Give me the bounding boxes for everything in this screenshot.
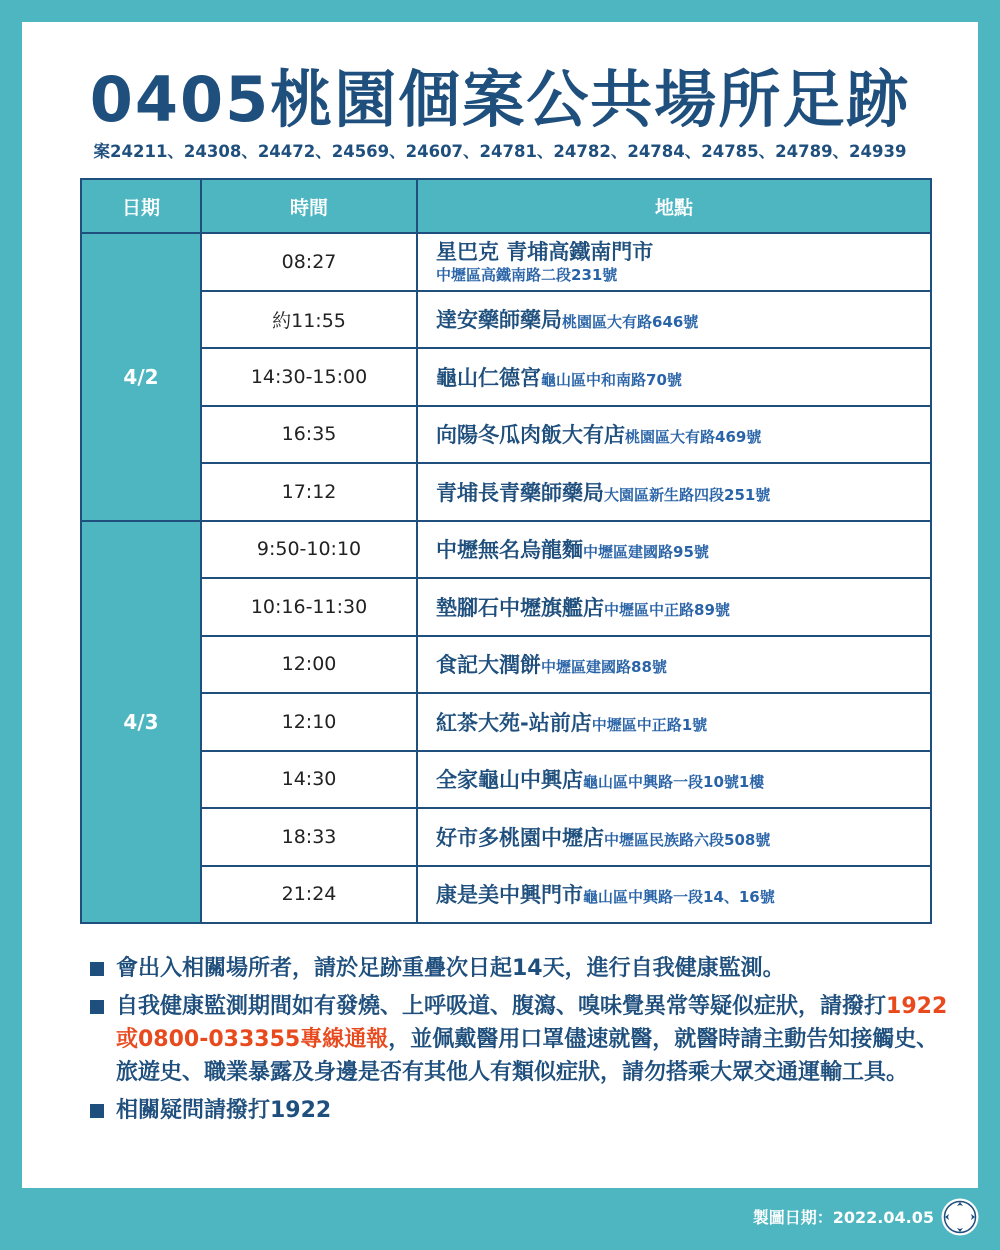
note-text: 相關疑問請撥打1922 — [116, 1098, 332, 1123]
place-address: 中壢區民族路六段508號 — [604, 830, 771, 849]
place-cell — [417, 463, 931, 521]
table-row — [81, 348, 931, 406]
square-bullet-icon — [90, 1000, 104, 1014]
note-item — [90, 990, 950, 1089]
place-cell — [417, 751, 931, 809]
table-header-row — [81, 179, 931, 233]
place-cell — [417, 406, 931, 464]
place-address: 桃園區大有路646號 — [562, 313, 699, 332]
header-date: 日期 — [81, 179, 201, 233]
place-name: 達安藥師藥局 — [436, 308, 562, 333]
city-seal-icon — [940, 1197, 980, 1237]
place-cell — [417, 808, 931, 866]
place-address: 中壢區建國路95號 — [583, 543, 709, 562]
header-time: 時間 — [201, 179, 417, 233]
time-cell: 12:10 — [201, 693, 417, 751]
table-row — [81, 866, 931, 924]
place-cell — [417, 291, 931, 349]
place-cell — [417, 866, 931, 924]
date-cell: 4/3 — [81, 521, 201, 924]
table-row — [81, 463, 931, 521]
place-cell — [417, 636, 931, 694]
case-numbers: 案24211、24308、24472、24569、24607、24781、24782、24784、24785、24789、24939 — [93, 142, 907, 161]
place-name: 龜山仁德宮 — [436, 365, 541, 390]
table-row — [81, 233, 931, 291]
place-cell — [417, 233, 931, 291]
table-row — [81, 406, 931, 464]
place-address: 桃園區大有路469號 — [625, 428, 762, 447]
place-cell — [417, 348, 931, 406]
place-name: 青埔長青藥師藥局 — [436, 480, 604, 505]
place-name: 星巴克 青埔高鐵南門市 — [436, 239, 654, 264]
table-row — [81, 578, 931, 636]
note-item — [90, 1094, 950, 1127]
time-cell: 21:24 — [201, 866, 417, 924]
note-text: 會出入相關場所者，請於足跡重疊次日起14天，進行自我健康監測。 — [116, 956, 785, 981]
time-cell: 14:30-15:00 — [201, 348, 417, 406]
place-address: 龜山區中興路一段14、16號 — [583, 888, 775, 907]
page-title: 0405桃園個案公共場所足跡 — [89, 63, 911, 136]
place-address: 中壢區中正路89號 — [604, 600, 730, 619]
place-name: 向陽冬瓜肉飯大有店 — [436, 423, 625, 448]
time-cell: 9:50-10:10 — [201, 521, 417, 579]
time-cell: 14:30 — [201, 751, 417, 809]
table-row — [81, 693, 931, 751]
time-cell: 約11:55 — [201, 291, 417, 349]
place-cell — [417, 693, 931, 751]
place-address: 龜山區中和南路70號 — [541, 370, 682, 389]
time-cell: 08:27 — [201, 233, 417, 291]
table-row — [81, 636, 931, 694]
place-name: 紅茶大苑-站前店 — [436, 710, 592, 735]
note-text: 自我健康監測期間如有發燒、上呼吸道、腹瀉、嗅味覺異常等疑似症狀，請撥打 — [116, 994, 887, 1019]
square-bullet-icon — [90, 1104, 104, 1118]
place-name: 康是美中興門市 — [436, 883, 583, 908]
place-address: 中壢區建國路88號 — [541, 658, 667, 677]
time-cell: 10:16-11:30 — [201, 578, 417, 636]
footprint-table — [80, 178, 932, 924]
note-item — [90, 952, 950, 985]
time-cell: 16:35 — [201, 406, 417, 464]
made-date: 製圖日期：2022.04.05 — [752, 1208, 934, 1227]
notes-list — [90, 952, 950, 1132]
note-text: ，並佩戴醫用口罩儘速就醫，就醫時請主動告知接觸史、旅遊史、職業暴露及身邊是否有其他人有類似症狀，請勿搭乘大眾交通運輸工具。 — [116, 1027, 939, 1085]
table-row — [81, 291, 931, 349]
time-cell: 17:12 — [201, 463, 417, 521]
hotline-highlight: 1922或0800-033355專線通報 — [116, 994, 948, 1052]
time-cell: 12:00 — [201, 636, 417, 694]
place-name: 食記大潤餅 — [436, 653, 541, 678]
table-row — [81, 808, 931, 866]
place-name: 墊腳石中壢旗艦店 — [436, 595, 604, 620]
place-cell — [417, 521, 931, 579]
table-row — [81, 521, 931, 579]
place-name: 全家龜山中興店 — [436, 768, 583, 793]
square-bullet-icon — [90, 962, 104, 976]
place-address: 龜山區中興路一段10號1樓 — [583, 773, 765, 792]
place-address: 中壢區中正路1號 — [591, 715, 708, 734]
place-address: 大園區新生路四段251號 — [604, 485, 771, 504]
poster-card — [22, 22, 978, 1188]
header-place: 地點 — [417, 179, 931, 233]
date-cell: 4/2 — [81, 233, 201, 521]
place-name: 中壢無名烏龍麵 — [436, 538, 583, 563]
place-cell — [417, 578, 931, 636]
table-row — [81, 751, 931, 809]
place-name: 好市多桃園中壢店 — [436, 825, 604, 850]
time-cell: 18:33 — [201, 808, 417, 866]
place-address: 中壢區高鐵南路二段231號 — [436, 265, 618, 284]
